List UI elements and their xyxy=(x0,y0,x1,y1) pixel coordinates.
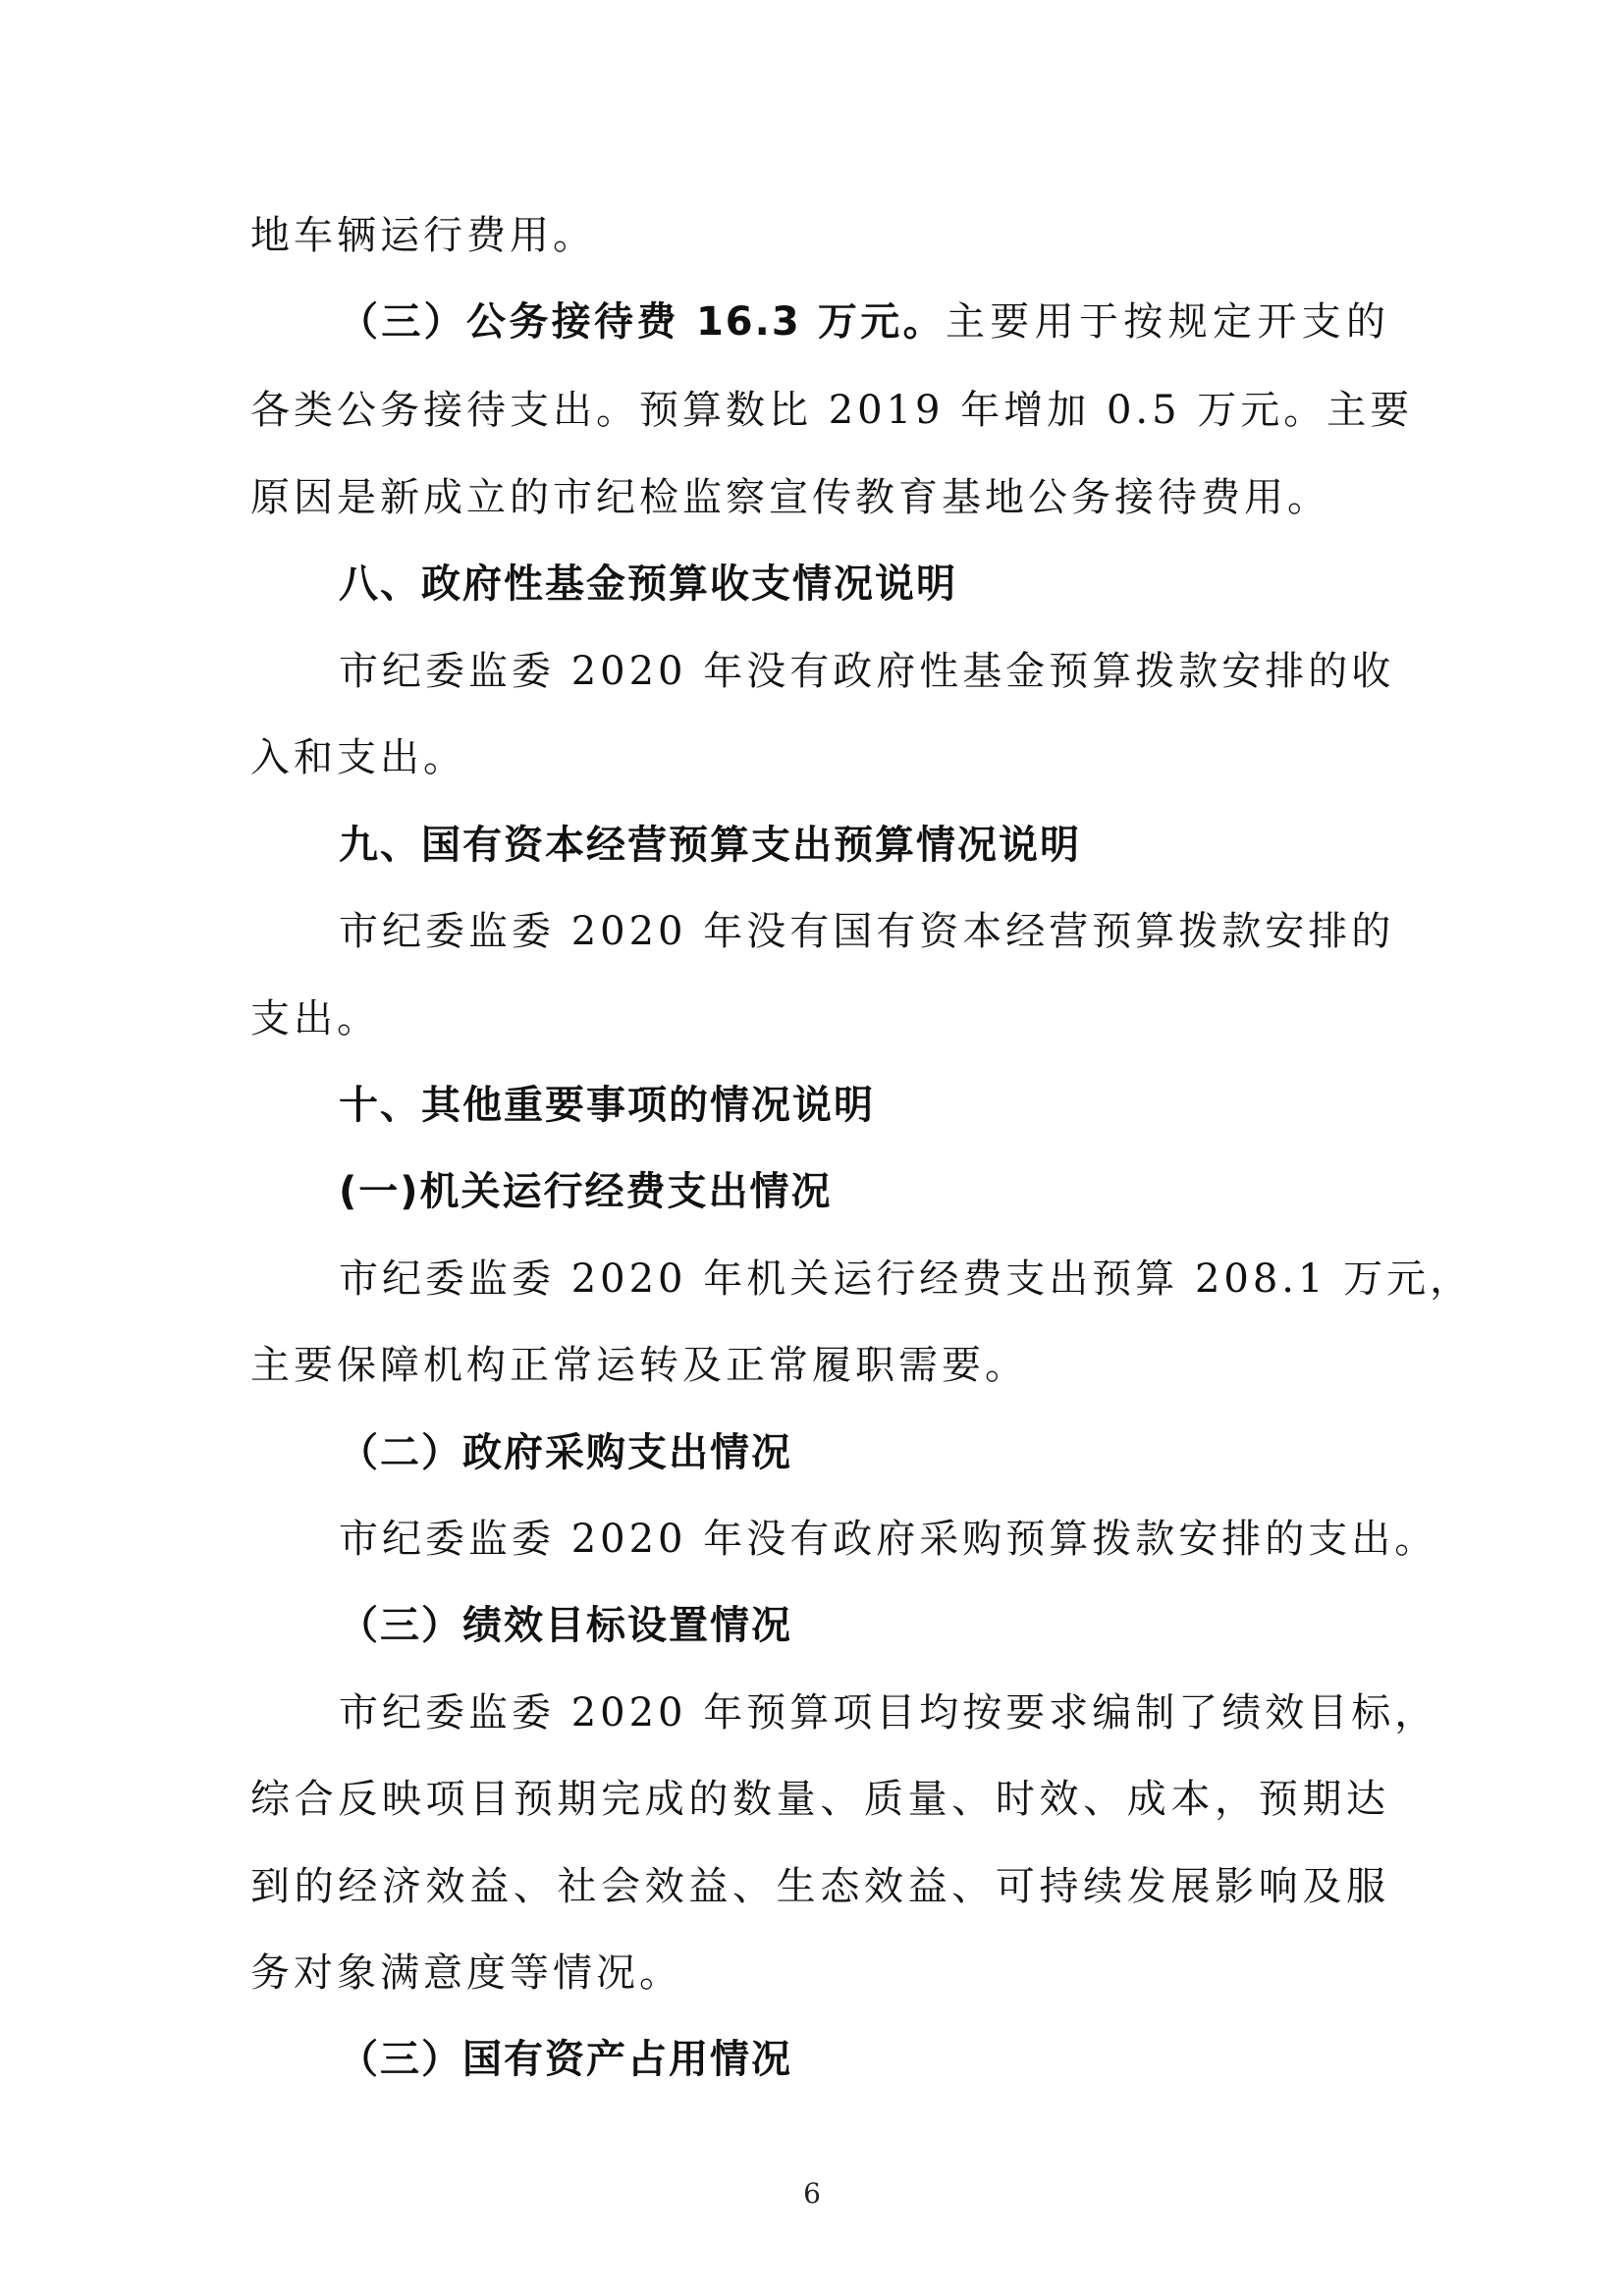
body-text-line: 主要保障机构正常运转及正常履职需要。 xyxy=(250,1343,1028,1388)
section-heading-9: 九、国有资本经营预算支出预算情况说明 xyxy=(339,823,1081,868)
body-text-line: 各类公务接待支出。预算数比 2019 年增加 0.5 万元。主要 xyxy=(250,388,1414,433)
subsection-heading: （三）绩效目标设置情况 xyxy=(339,1603,792,1648)
body-text-line: 市纪委监委 2020 年预算项目均按要求编制了绩效目标， xyxy=(339,1690,1438,1735)
page-number: 6 xyxy=(803,2177,821,2210)
body-text-line: 支出。 xyxy=(250,996,380,1041)
body-text-line: 到的经济效益、社会效益、生态效益、可持续发展影响及服 xyxy=(250,1864,1389,1909)
section-heading-10: 十、其他重要事项的情况说明 xyxy=(339,1083,875,1128)
subsection-heading: （三）国有资产占用情况 xyxy=(339,2037,792,2082)
body-text-line: 务对象满意度等情况。 xyxy=(250,1950,682,1996)
section-heading-8: 八、政府性基金预算收支情况说明 xyxy=(339,561,957,607)
body-text-line: 市纪委监委 2020 年没有政府采购预算拨款安排的支出。 xyxy=(339,1517,1438,1562)
body-text-line: 市纪委监委 2020 年机关运行经费支出预算 208.1 万元， xyxy=(339,1256,1474,1302)
subsection-heading: (一)机关运行经费支出情况 xyxy=(339,1169,833,1214)
bold-lead-in: （三）公务接待费 16.3 万元。 xyxy=(339,299,946,345)
body-text-line: 市纪委监委 2020 年没有政府性基金预算拨款安排的收 xyxy=(339,649,1395,694)
body-text-line xyxy=(339,299,1390,345)
body-text-line: 地车辆运行费用。 xyxy=(250,213,596,258)
body-text-line: 市纪委监委 2020 年没有国有资本经营预算拨款安排的 xyxy=(339,909,1395,954)
body-text-span: 主要用于按规定开支的 xyxy=(945,299,1390,345)
subsection-heading: （二）政府采购支出情况 xyxy=(339,1430,792,1475)
body-text-line: 原因是新成立的市纪检监察宣传教育基地公务接待费用。 xyxy=(250,475,1330,520)
body-text-line: 综合反映项目预期完成的数量、质量、时效、成本，预期达 xyxy=(250,1777,1389,1822)
body-text-line: 入和支出。 xyxy=(250,735,466,780)
